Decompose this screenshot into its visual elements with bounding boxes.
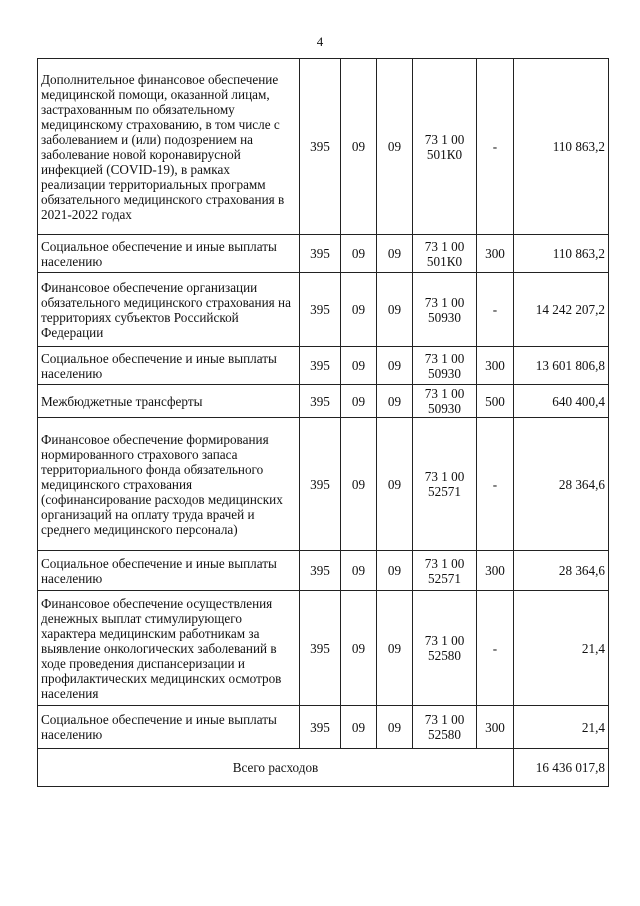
row-section: 09 <box>341 385 377 418</box>
page-number: 4 <box>316 34 324 49</box>
target-article-part-2: 501К0 <box>426 146 463 162</box>
target-article-part-2: 50930 <box>428 365 461 381</box>
row-section: 09 <box>341 347 377 385</box>
row-target-article <box>413 706 477 749</box>
row-grbs: 395 <box>300 706 341 749</box>
row-target-article <box>413 273 477 347</box>
row-subsection: 09 <box>377 59 413 235</box>
target-article-part-1: 73 1 00 <box>424 294 465 310</box>
row-subsection: 09 <box>377 706 413 749</box>
table-row <box>38 418 609 551</box>
target-article-part-2: 52571 <box>428 484 461 499</box>
row-subsection: 09 <box>377 591 413 706</box>
row-target-article <box>413 418 477 551</box>
row-grbs: 395 <box>300 347 341 385</box>
table-row <box>38 385 609 418</box>
row-expense-type: 300 <box>477 347 514 385</box>
row-section: 09 <box>341 235 377 273</box>
table-row <box>38 591 609 706</box>
table-row <box>38 273 609 347</box>
target-article-part-1: 73 1 00 <box>424 555 465 571</box>
target-article-part-2: 52580 <box>428 648 461 663</box>
row-expense-type: 300 <box>477 706 514 749</box>
row-name: Социальное обеспечение и иные выплаты населению <box>38 235 300 273</box>
row-grbs: 395 <box>300 385 341 418</box>
target-article-part-1: 73 1 00 <box>424 712 465 727</box>
row-target-article <box>413 591 477 706</box>
row-target-article <box>413 59 477 235</box>
table-row <box>38 706 609 749</box>
row-name: Финансовое обеспечение формирования нормированного страхового запаса территориального фонда обязательного медицинского страхования (софинансирование расходов медицинских организаций на оплату труда врачей и среднего медицинского персонала) <box>38 418 300 551</box>
target-article-part-2: 52580 <box>428 727 461 742</box>
row-subsection: 09 <box>377 551 413 591</box>
target-article-part-2: 50930 <box>428 309 461 325</box>
table-row <box>38 59 609 235</box>
row-sum: 28 364,6 <box>514 551 609 591</box>
table-row <box>38 551 609 591</box>
row-expense-type: 300 <box>477 235 514 273</box>
row-sum: 28 364,6 <box>514 418 609 551</box>
row-target-article <box>413 235 477 273</box>
total-label: Всего расходов <box>38 749 514 787</box>
row-grbs: 395 <box>300 551 341 591</box>
row-target-article <box>413 551 477 591</box>
row-grbs: 395 <box>300 418 341 551</box>
row-subsection: 09 <box>377 385 413 418</box>
row-name: Социальное обеспечение и иные выплаты населению <box>38 347 300 385</box>
row-subsection: 09 <box>377 418 413 551</box>
row-subsection: 09 <box>377 235 413 273</box>
row-name: Дополнительное финансовое обеспечение медицинской помощи, оказанной лицам, застрахованным по обязательному медицинскому страхованию, в том числе с заболеванием и (или) подозрением на заболевание новой коронавирусной инфекцией (COVID-19), в рамках реализации территориальных программ обязательного медицинского страхования в 2021-2022 годах <box>38 59 300 235</box>
row-expense-type: - <box>477 418 514 551</box>
target-article-part-1: 73 1 00 <box>424 386 465 401</box>
row-expense-type: - <box>477 591 514 706</box>
row-sum: 21,4 <box>514 591 609 706</box>
row-expense-type: 300 <box>477 551 514 591</box>
target-article-part-1: 73 1 00 <box>424 633 465 648</box>
target-article-part-2: 50930 <box>428 401 461 416</box>
row-sum: 14 242 207,2 <box>514 273 609 347</box>
row-grbs: 395 <box>300 273 341 347</box>
row-section: 09 <box>341 273 377 347</box>
row-sum: 21,4 <box>514 706 609 749</box>
row-expense-type: - <box>477 59 514 235</box>
total-sum: 16 436 017,8 <box>514 749 609 787</box>
target-article-part-2: 52571 <box>428 570 461 586</box>
row-target-article <box>413 347 477 385</box>
row-name: Финансовое обеспечение осуществления денежных выплат стимулирующего характера медицинским работникам за выявление онкологических заболеваний в ходе проведения диспансеризации и профилактических медицинских осмотров населения <box>38 591 300 706</box>
row-name: Социальное обеспечение и иные выплаты населению <box>38 706 300 749</box>
row-sum: 13 601 806,8 <box>514 347 609 385</box>
row-expense-type: 500 <box>477 385 514 418</box>
row-name: Социальное обеспечение и иные выплаты населению <box>38 551 300 591</box>
row-section: 09 <box>341 551 377 591</box>
total-row <box>38 749 609 787</box>
row-section: 09 <box>341 591 377 706</box>
row-grbs: 395 <box>300 591 341 706</box>
target-article-part-2: 501К0 <box>426 253 463 269</box>
row-name: Финансовое обеспечение организации обязательного медицинского страхования на территориях субъектов Российской Федерации <box>38 273 300 347</box>
row-grbs: 395 <box>300 235 341 273</box>
row-name: Межбюджетные трансферты <box>38 385 300 418</box>
target-article-part-1: 73 1 00 <box>424 131 465 147</box>
row-section: 09 <box>341 706 377 749</box>
row-sum: 110 863,2 <box>514 59 609 235</box>
target-article-part-1: 73 1 00 <box>424 350 465 366</box>
target-article-part-1: 73 1 00 <box>424 238 465 254</box>
table-row <box>38 235 609 273</box>
row-expense-type: - <box>477 273 514 347</box>
row-section: 09 <box>341 418 377 551</box>
table-row <box>38 347 609 385</box>
row-sum: 110 863,2 <box>514 235 609 273</box>
row-sum: 640 400,4 <box>514 385 609 418</box>
expenditure-table <box>37 58 609 787</box>
target-article-part-1: 73 1 00 <box>424 469 465 484</box>
row-grbs: 395 <box>300 59 341 235</box>
row-target-article <box>413 385 477 418</box>
row-subsection: 09 <box>377 273 413 347</box>
row-section: 09 <box>341 59 377 235</box>
row-subsection: 09 <box>377 347 413 385</box>
